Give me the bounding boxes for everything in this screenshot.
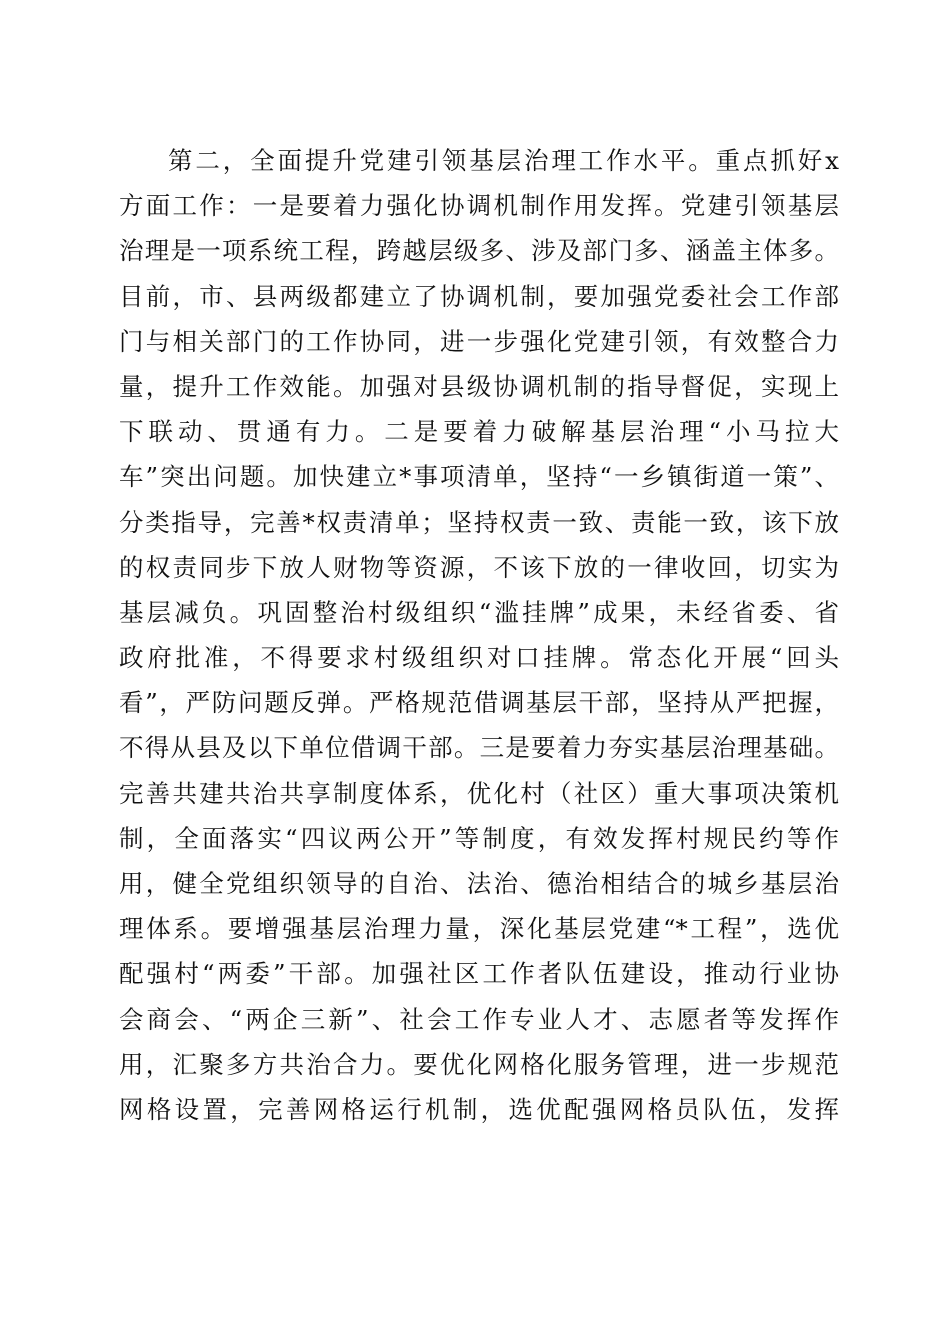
paragraph-line: 分类指导，完善*权责清单；坚持权责一致、责能一致，该下放 xyxy=(119,507,839,537)
paragraph-line: 车”突出问题。加快建立*事项清单，坚持“一乡镇街道一策”、 xyxy=(119,462,839,492)
paragraph-line: 完善共建共治共享制度体系，优化村（社区）重大事项决策机 xyxy=(119,778,839,808)
paragraph-line: 基层减负。巩固整治村级组织“滥挂牌”成果，未经省委、省 xyxy=(119,597,839,627)
paragraph-line: 用，健全党组织领导的自治、法治、德治相结合的城乡基层治 xyxy=(119,869,839,898)
paragraph-line: 看”，严防问题反弹。严格规范借调基层干部，坚持从严把握， xyxy=(119,688,839,718)
paragraph-line: 理体系。要增强基层治理力量，深化基层党建“*工程”，选优 xyxy=(119,914,839,944)
paragraph-line: 网格设置，完善网格运行机制，选优配强网格员队伍，发挥 xyxy=(119,1094,839,1124)
paragraph-line: 门与相关部门的工作协同，进一步强化党建引领，有效整合力 xyxy=(119,326,839,356)
paragraph-line: 下联动、贯通有力。二是要着力破解基层治理“小马拉大 xyxy=(119,417,839,447)
paragraph-line: 会商会、“两企三新”、社会工作专业人才、志愿者等发挥作 xyxy=(119,1004,839,1034)
paragraph-line: 配强村“两委”干部。加强社区工作者队伍建设，推动行业协 xyxy=(119,959,839,989)
paragraph-line: 制，全面落实“四议两公开”等制度，有效发挥村规民约等作 xyxy=(119,823,839,853)
paragraph-line: 量，提升工作效能。加强对县级协调机制的指导督促，实现上 xyxy=(119,371,839,401)
paragraph-line: 第二，全面提升党建引领基层治理工作水平。重点抓好x xyxy=(168,146,839,175)
paragraph-line: 目前，市、县两级都建立了协调机制，要加强党委社会工作部 xyxy=(119,281,839,311)
paragraph-line: 政府批准，不得要求村级组织对口挂牌。常态化开展“回头 xyxy=(119,643,839,673)
paragraph-line: 不得从县及以下单位借调干部。三是要着力夯实基层治理基础。 xyxy=(119,733,839,763)
paragraph-line: 治理是一项系统工程，跨越层级多、涉及部门多、涵盖主体多。 xyxy=(119,236,839,266)
body-paragraph xyxy=(119,138,839,1132)
paragraph-line: 用，汇聚多方共治合力。要优化网格化服务管理，进一步规范 xyxy=(119,1049,839,1079)
paragraph-line: 的权责同步下放人财物等资源，不该下放的一律收回，切实为 xyxy=(119,552,839,582)
paragraph-line: 方面工作：一是要着力强化协调机制作用发挥。党建引领基层 xyxy=(119,191,839,221)
